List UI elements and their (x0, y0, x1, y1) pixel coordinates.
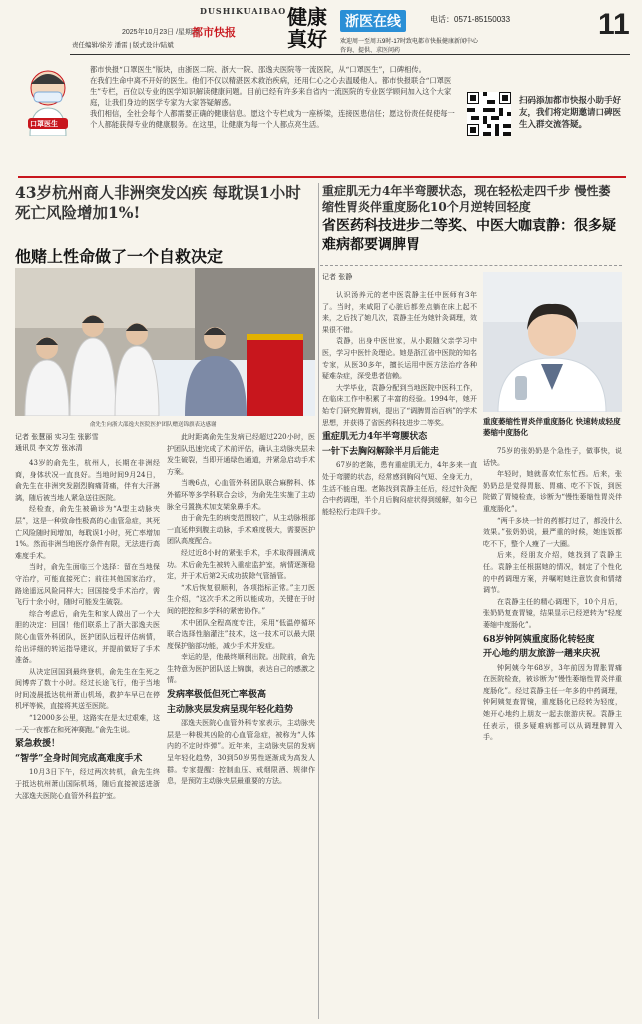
article-paragraph: 年轻时，她就喜欢忙东忙西。后来，张奶奶总是觉得胃胀、胃痛、吃不下饭，到医院做了胃镜检查，诊断为“慢性萎缩性胃炎伴重度肠化”。 (483, 470, 622, 513)
intro-paragraph: 在我们生命中离不开好的医生。他们不仅以精湛医术救治疾病，还用仁心之心去温暖他人。都市快报联合“口罩医生”专栏，百位以专业的医学知识解读健康问题。目前已经有许多来自省内一流医院的专业医学顾问加入这个大家庭，让我们身边的医学专家为大家答疑解惑。 (90, 76, 452, 107)
subheading: 68岁钟阿姨重度肠化转轻度 (483, 634, 595, 645)
subheading: “智学”全身时间完成高难度手术 (15, 753, 143, 764)
subheading: 发病率极低但死亡率极高 (167, 690, 267, 701)
article-paragraph: 钟阿姨今年68岁，3年前因为胃胀胃痛在医院检查，被诊断为“慢性萎缩性胃炎伴重度肠化”。经过袁静主任一年多的中药调理，钟阿姨复查胃镜，重度肠化已经转为轻度，她开心地约上朋友一起去旅游庆祝。袁静主任表示，很多疑难病都可以从调理脾胃入手。 (483, 663, 622, 742)
qr-instruction: 扫码添加都市快报小助手好友，我们将定期邀请口碑医生入群交流答疑。 (519, 96, 622, 130)
article-paragraph: “12000多公里，这路实在是太过艰难，这一天一夜都在和死神赛跑。”俞先生说。 (15, 714, 160, 734)
hospital-team-photo (15, 268, 315, 416)
left-column-1 (15, 458, 160, 1018)
left-headline: 43岁杭州商人非洲突发凶疾 每耽误1小时死亡风险增加1%! (15, 183, 301, 222)
headline-divider (320, 265, 622, 266)
article-paragraph: 经过近8小时的紧张手术，手术取得圆满成功。术后俞先生被转入重症监护室，病情逐渐稳定，并于术后第2天成功拔除气管插管。 (167, 548, 315, 581)
article-paragraph: 幸运的是，他最终顺利出院。出院前，俞先生特意为医护团队送上锦旗，表达自己的感激之情。 (167, 653, 315, 685)
subheading: 一针下去胸闷解除半月后能走 (322, 446, 440, 457)
column-intro (90, 64, 460, 130)
byline-correspondents: 通讯员 李文芳 张冰清 (15, 444, 83, 452)
brand-badge: 浙医在线 (340, 10, 406, 32)
article-paragraph: 此时距离俞先生发病已经超过220小时，医护团队迅速完成了术前评估，确认主动脉夹层未发生破裂，当即开通绿色通道，并紧急启动手术方案。 (167, 433, 315, 476)
intro-paragraph: 我们相信，全社会每个人都需要正确的健康信息。愿这个专栏成为一座桥梁，连接医患信任；愿这份责任促使每一个人都能获得专业的健康服务。在这里，让健康为每一个人都点亮生活。 (90, 109, 455, 129)
article-paragraph: 43岁的俞先生，杭州人，长期在非洲经商，身体状况一直良好。当地时间9月24日，俞先生在非洲突发剧烈胸痛背痛，伴有大汗淋漓，随后被当地人紧急送往医院。 (15, 459, 160, 502)
left-subheadline: 他赌上性命做了一个自救决定 (15, 247, 224, 266)
section-title (287, 6, 327, 50)
subheading: 紧急救援！ (15, 739, 61, 750)
doctor-portrait-photo (483, 272, 622, 412)
photo-caption: 重度萎缩性胃炎伴重度肠化 快速转成轻度萎缩中度肠化 (483, 417, 621, 437)
article-paragraph: 认识汤养元的老中医袁静主任中医师有3年了。当时，来咸阳了心脏后都差点躺在床上起不来，之后找了她几次，袁静主任为她针灸调理，效果很不错。 (322, 291, 477, 334)
subheading: 主动脉夹层发病呈现年轻化趋势 (167, 704, 294, 715)
column-divider (318, 183, 319, 1019)
mascot-label: 口罩医生 (30, 119, 58, 128)
article-paragraph: “两千多块一针的药都打过了，都没什么效果。”张奶奶说，最严重的时候，她连饭都吃不下，整个人瘦了一大圈。 (483, 516, 622, 548)
right-headline: 重症肌无力4年半弯腰状态，现在轻松走四千步 慢性萎缩性胃炎伴重度肠化10个月逆转回轻度 (322, 184, 611, 214)
left-column-2 (167, 432, 315, 1018)
article-paragraph: 从决定回国到最终登机，俞先生在生死之间博弈了数十小时。经过长途飞行，他于当地时间凌晨抵达杭州萧山机场，救护车早已在停机坪等候，直接将其送至医院。 (15, 667, 160, 711)
article-paragraph: 邵逸夫医院心血管外科专家表示，主动脉夹层是一种极其凶险的心血管急症，被称为“人体内的不定时炸弹”。近年来，主动脉夹层的发病呈年轻化趋势，30到50岁男性逐渐成为高发人群。专家提醒：控制血压、戒烟限酒、规律作息，是预防主动脉夹层最重要的方法。 (167, 719, 315, 786)
newspaper-logo-en: DUSHIKUAIBAO (200, 6, 287, 16)
hotline: 电话：0571-85150033 (430, 15, 511, 24)
qr-code[interactable] (467, 92, 511, 136)
article-paragraph: 袁静，出身中医世家，从小跟随父亲学习中医，学习中医针灸理论。她是浙江省中医院的知名专家，从医30多年，擅长运用中医方法治疗各种疑难杂症，深受患者信赖。 (322, 337, 477, 381)
intro-paragraph: 都市快报“口罩医生”版块，由浙医二院、浙大一院、邵逸夫医院等一流医院，从“口罩医生”，口碑相传。 (90, 65, 426, 74)
page-number: 11 (598, 8, 630, 41)
newspaper-logo: 都市快报 (192, 26, 236, 39)
section-title-line-2: 真好 (287, 27, 327, 51)
article-paragraph: 经检查，俞先生被确诊为“A型主动脉夹层”，这是一种致命性极高的心血管急症，其死亡风险随时间增加，每耽误1小时，死亡率增加1%。然而非洲当地医疗条件有限，无法进行高难度手术。 (15, 505, 160, 560)
hotline-note: 欢迎周一至周五9时-17时致电都市快报健康新闻中心 (340, 39, 479, 45)
article-paragraph: 后来，经朋友介绍，她找到了袁静主任。袁静主任根据她的情况，制定了个性化的中药调理方案，并嘱咐她注意饮食和情绪调节。 (483, 551, 622, 595)
byline-reporters: 记者 张慧丽 实习生 张影雪 (15, 433, 99, 441)
section-title-line-1: 健康 (287, 5, 327, 29)
article-paragraph: “术后恢复很顺利，各项指标正常。”主刀医生介绍，“这次手术之所以能成功，关键在于时间的把控和多学科的紧密协作。” (167, 583, 315, 615)
right-column-2 (483, 446, 622, 1018)
subheading: 重症肌无力4年半弯腰状态 (322, 432, 428, 443)
photo-caption: 俞先生向浙大邵逸夫医院医护团队赠送锦旗表达感谢 (90, 422, 217, 428)
hotline-services: 咨询、提供、求医问药 (340, 48, 401, 54)
doctor-mascot-icon (22, 66, 74, 136)
header-rule (70, 54, 630, 55)
article-paragraph: 当晚6点，心血管外科团队联合麻醉科、体外循环等多学科联合会诊，为俞先生实施了主动脉全弓置换术加支架象鼻手术。 (167, 479, 315, 511)
left-byline (15, 432, 165, 454)
article-paragraph: 由于俞先生的病变范围较广，从主动脉根部一直延伸到腹主动脉，手术难度极大，需要医护团队高度配合。 (167, 514, 315, 546)
issue-date: 2025年10月23日 /星期四 (122, 29, 200, 36)
article-paragraph: 大学毕业，袁静分配到当地医院中医科工作，在临床工作中积累了丰富的经验。1994年，她开始专门研究脾胃病，提出了“调脾胃治百病”的学术思想，并获得了省医药科技进步二等奖。 (322, 383, 477, 427)
editor-credits: 责任编辑/徐芳 潘雷 | 版式设计/陆斌 (72, 42, 174, 49)
article-paragraph: 当时，俞先生面临三个选择：留在当地保守治疗，可能直接死亡；前往其他国家治疗，路途遥远风险同样大；回国接受手术治疗，需飞行十余小时，随时可能发生破裂。 (15, 563, 160, 607)
section-divider (18, 176, 626, 178)
article-paragraph: 综合考虑后，俞先生和家人做出了一个大胆的决定：回国！他们联系上了浙大邵逸夫医院心血管外科团队，医护团队远程评估病情，给出详细的转运指导建议，并提前做好了手术准备。 (15, 609, 160, 665)
subheading: 开心地约朋友旅游一趟来庆祝 (483, 649, 601, 660)
right-subheadline: 省医药科技进步二等奖、中医大咖袁静：很多疑难病都要调脾胃 (322, 218, 616, 253)
right-column-1 (322, 290, 477, 1018)
article-paragraph: 75岁的张奶奶是个急性子，做事快，说话快。 (483, 447, 622, 467)
right-byline: 记者 张静 (322, 273, 353, 281)
article-paragraph: 术中团队全程高度专注，采用“低温停循环联合选择性脑灌注”技术，这一技术可以最大限度保护脑部功能，减少手术并发症。 (167, 618, 315, 650)
article-paragraph: 10月3日下午，经过两次转机，俞先生终于抵达杭州萧山国际机场，随后直接被送进浙大邵逸夫医院心血管外科监护室。 (15, 768, 160, 800)
article-paragraph: 在袁静主任的精心调理下，10个月后，张奶奶复查胃镜，结果显示已经逆转为“轻度萎缩中度肠化”。 (483, 597, 622, 629)
article-paragraph: 67岁的老陈，患有重症肌无力，4年多来一直处于弯腰的状态，经常感到胸闷气短、全身无力，生活不能自理。老陈找到袁静主任后，经过针灸配合中药调理，半个月后胸闷症状得到缓解，如今已能轻松行走四千步。 (322, 461, 477, 516)
